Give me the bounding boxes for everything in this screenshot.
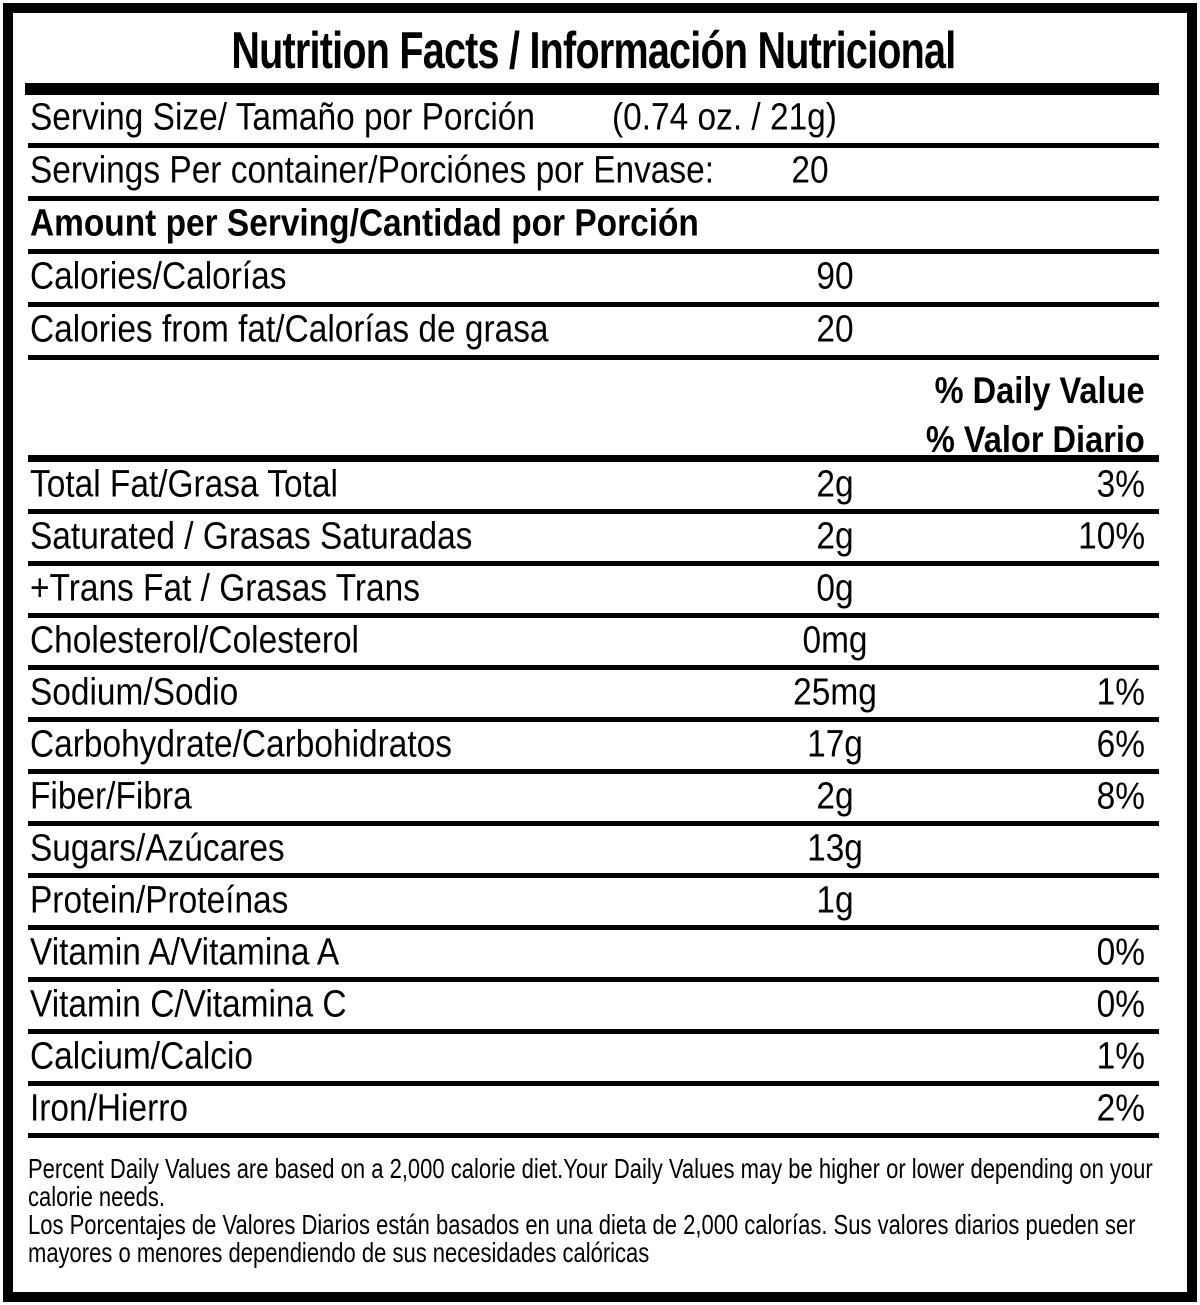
row-value: (0.74 oz. / 21g)	[612, 96, 837, 139]
section-heading-row	[28, 201, 1159, 254]
nutrient-row	[28, 670, 1159, 722]
nutrient-percent: 2%	[1096, 1087, 1145, 1130]
nutrient-label: Sugars/Azúcares	[30, 827, 285, 870]
nutrient-row	[28, 1086, 1159, 1138]
daily-value-es: % Valor Diario	[926, 419, 1145, 460]
nutrient-label: Cholesterol/Colesterol	[30, 619, 359, 662]
section-heading: Amount per Serving/Cantidad por Porción	[30, 202, 699, 245]
footnote-line: mayores o menores dependiendo de sus necesidades calóricas	[28, 1237, 650, 1268]
nutrient-amount: 17g	[807, 723, 863, 766]
nutrient-amount: 0mg	[802, 619, 868, 662]
nutrient-label: Vitamin A/Vitamina A	[30, 931, 340, 974]
footnote-line: Percent Daily Values are based on a 2,000 calorie diet.Your Daily Values may be higher or lower depending on your	[28, 1153, 1153, 1184]
nutrient-row	[28, 774, 1159, 826]
row-label: Calories from fat/Calorías de grasa	[30, 308, 549, 351]
nutrient-label: Fiber/Fibra	[30, 775, 192, 818]
row-calories-from-fat	[28, 307, 1159, 360]
nutrient-percent: 0%	[1096, 931, 1145, 974]
nutrient-percent: 0%	[1096, 983, 1145, 1026]
nutrient-percent: 8%	[1096, 775, 1145, 818]
nutrient-label: Calcium/Calcio	[30, 1035, 253, 1078]
nutrient-rows	[28, 462, 1159, 1138]
nutrient-label: Vitamin C/Vitamina C	[30, 983, 347, 1026]
nutrition-label	[3, 3, 1197, 1302]
row-label: Servings Per container/Porciónes por Envase:	[30, 149, 715, 192]
row-value: 20	[816, 308, 854, 351]
nutrient-row	[28, 618, 1159, 670]
nutrient-row	[28, 566, 1159, 618]
daily-value-en: % Daily Value	[935, 370, 1145, 411]
nutrient-percent: 1%	[1096, 671, 1145, 714]
nutrient-percent: 1%	[1096, 1035, 1145, 1078]
footnote	[28, 1138, 1159, 1267]
nutrient-row	[28, 514, 1159, 566]
daily-value-header	[28, 360, 1159, 462]
nutrient-row	[28, 930, 1159, 982]
nutrient-row	[28, 462, 1159, 514]
nutrient-label: +Trans Fat / Grasas Trans	[30, 567, 420, 610]
nutrient-percent: 6%	[1096, 723, 1145, 766]
nutrient-label: Total Fat/Grasa Total	[30, 463, 338, 506]
nutrient-amount: 2g	[816, 775, 854, 818]
row-value: 20	[791, 149, 829, 192]
nutrient-percent: 3%	[1096, 463, 1145, 506]
nutrient-amount: 2g	[816, 463, 854, 506]
label-title: Nutrition Facts / Información Nutricional	[231, 22, 956, 80]
nutrient-label: Saturated / Grasas Saturadas	[30, 515, 473, 558]
nutrient-label: Iron/Hierro	[30, 1087, 188, 1130]
title-divider-bar	[25, 83, 1159, 95]
nutrient-row	[28, 878, 1159, 930]
row-serving-size	[28, 95, 1159, 148]
nutrient-amount: 0g	[816, 567, 854, 610]
nutrient-amount: 1g	[816, 879, 854, 922]
serving-rows	[28, 95, 1159, 201]
row-calories	[28, 254, 1159, 307]
nutrient-amount: 13g	[807, 827, 863, 870]
footnote-line: Los Porcentajes de Valores Diarios están basados en una dieta de 2,000 calorías. Sus valores diarios pueden ser	[28, 1209, 1136, 1240]
title-row	[28, 13, 1159, 83]
nutrient-row	[28, 722, 1159, 774]
row-label: Calories/Calorías	[30, 255, 287, 298]
label-content	[28, 13, 1159, 1267]
nutrient-label: Carbohydrate/Carbohidratos	[30, 723, 452, 766]
nutrient-row	[28, 982, 1159, 1034]
footnote-line: calorie needs.	[28, 1181, 165, 1212]
nutrient-label: Protein/Proteínas	[30, 879, 289, 922]
nutrient-amount: 2g	[816, 515, 854, 558]
nutrient-amount: 25mg	[793, 671, 877, 714]
calorie-rows	[28, 254, 1159, 360]
row-label: Serving Size/ Tamaño por Porción	[30, 96, 535, 139]
nutrient-label: Sodium/Sodio	[30, 671, 239, 714]
row-value: 90	[816, 255, 854, 298]
nutrient-percent: 10%	[1078, 515, 1145, 558]
row-servings-per-container	[28, 148, 1159, 201]
nutrient-row	[28, 826, 1159, 878]
nutrient-row	[28, 1034, 1159, 1086]
